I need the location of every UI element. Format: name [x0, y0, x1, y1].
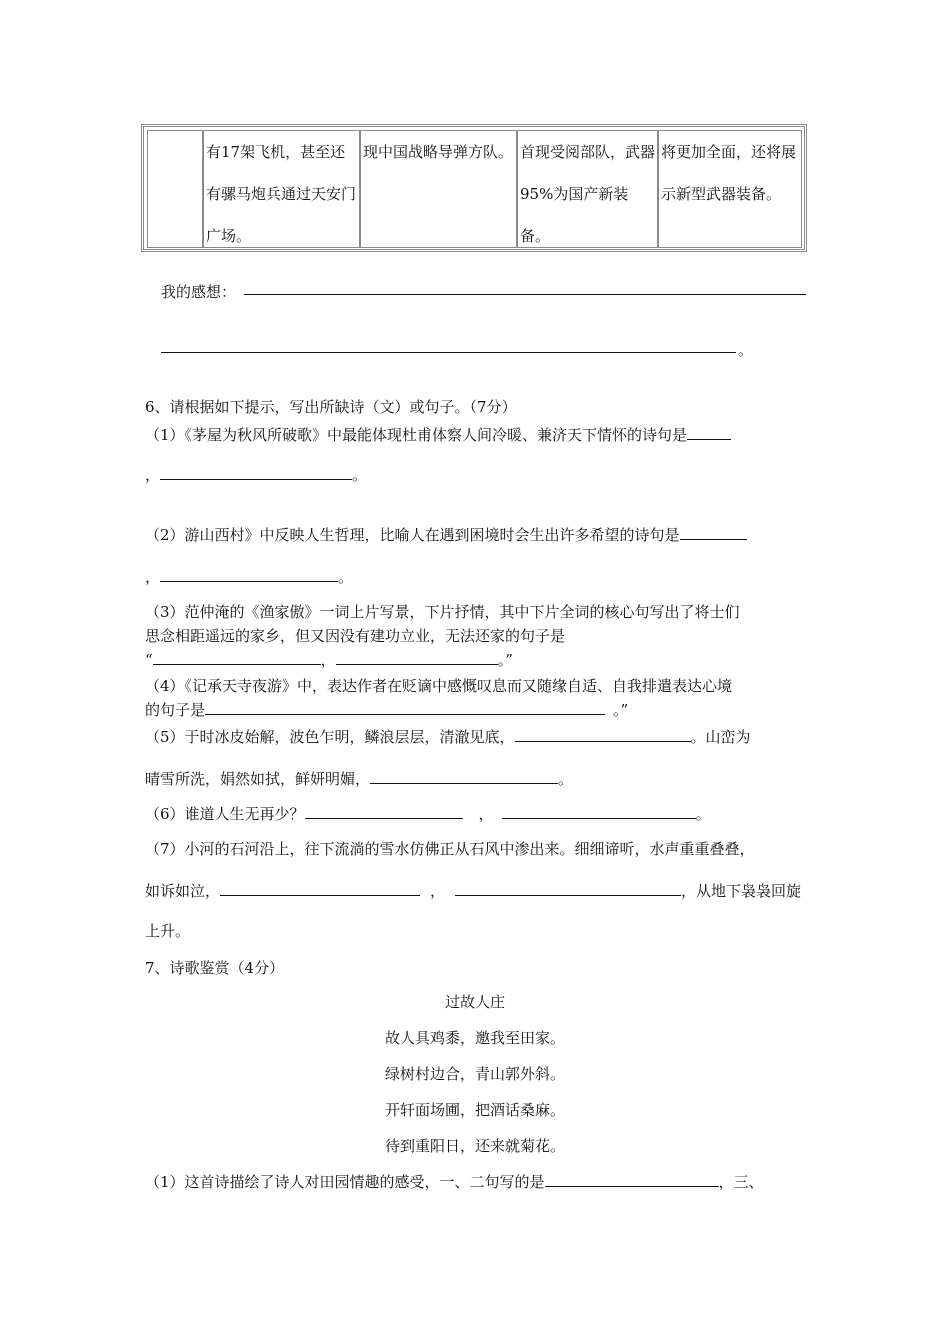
feeling-blank[interactable]	[161, 352, 736, 353]
question-text: （4）《记承天寺夜游》中，表达作者在贬谪中感慨叹息而又随缘自适、自我排遣表达心境	[145, 677, 733, 695]
question-text: 的句子是	[145, 701, 206, 719]
answer-blank[interactable]	[153, 649, 321, 665]
answer-blank[interactable]	[502, 803, 696, 819]
punctuation: “	[145, 651, 153, 669]
question-text	[145, 880, 801, 901]
punctuation: 。”	[497, 651, 513, 669]
punctuation: 。	[338, 568, 354, 586]
question-text: （1）这首诗描绘了诗人对田园情趣的感受，一、二句写的是	[145, 1173, 545, 1191]
question-text: （3）范仲淹的《渔家傲》一词上片写景，下片抒情，其中下片全词的核心句写出了将士们	[145, 603, 740, 621]
answer-blank[interactable]	[545, 1171, 719, 1187]
punctuation: 。	[352, 466, 368, 484]
punctuation: 。”	[613, 701, 629, 719]
question-title: 7、诗歌鉴赏（4分）	[145, 959, 285, 977]
poem-line: 故人具鸡黍，邀我至田家。	[384, 1029, 565, 1047]
question-text: 晴雪所洗，娟然如拭，鲜妍明媚，	[145, 770, 371, 788]
question-text	[145, 726, 751, 747]
question-text: 如诉如泣，	[145, 882, 221, 900]
question-text	[145, 768, 573, 789]
question-text	[145, 464, 367, 485]
question-text: ，三、	[718, 1173, 764, 1191]
table-cell: 首现受阅部队，武器95%为国产新装备。	[517, 130, 658, 248]
answer-blank[interactable]	[160, 566, 338, 582]
table-cell: 有17架飞机，甚至还有骡马炮兵通过天安门广场。	[203, 130, 360, 248]
question-text: 思念相距遥远的家乡，但又因没有建功立业，无法还家的句子是	[145, 627, 566, 645]
question-text	[145, 699, 628, 720]
question-text: （7）小河的石河沿上，往下流淌的雪水仿佛正从石风中渗出来。细细谛听，水声重重叠叠，	[145, 840, 755, 858]
feeling-blank[interactable]	[244, 294, 806, 295]
question-text: 。山峦为	[690, 728, 751, 746]
question-text	[145, 566, 353, 587]
answer-blank[interactable]	[305, 803, 463, 819]
answer-blank[interactable]	[370, 768, 558, 784]
punctuation: ，	[478, 805, 494, 823]
poem-title: 过故人庄	[444, 993, 505, 1011]
answer-blank[interactable]	[336, 649, 498, 665]
answer-blank[interactable]	[220, 880, 420, 896]
question-text: （5）于时冰皮始解，波色乍明，鳞浪层层，清澈见底，	[145, 728, 515, 746]
table-cell	[147, 130, 203, 248]
punctuation: ，	[145, 568, 161, 586]
question-text	[145, 803, 711, 824]
answer-blank[interactable]	[680, 524, 747, 540]
punctuation: 。	[558, 770, 574, 788]
table-cell: 现中国战略导弹方队。	[360, 130, 517, 248]
punctuation: ，	[145, 466, 161, 484]
answer-blank[interactable]	[205, 699, 605, 715]
question-text	[145, 1171, 764, 1192]
question-title: 6、请根据如下提示，写出所缺诗（文）或句子。（7分）	[145, 398, 517, 416]
punctuation: ，	[430, 882, 446, 900]
punctuation: 。	[695, 805, 711, 823]
feeling-label: 我的感想：	[161, 283, 237, 301]
punctuation: ，	[320, 651, 336, 669]
answer-blank[interactable]	[515, 726, 691, 742]
question-text: ，从地下袅袅回旋	[681, 882, 802, 900]
answer-blank[interactable]	[687, 424, 731, 440]
info-table	[141, 124, 807, 252]
table-cell: 将更加全面，还将展示新型武器装备。	[658, 130, 802, 248]
question-text	[145, 424, 731, 445]
question-text: （2）游山西村》中反映人生哲理，比喻人在遇到困境时会生出许多希望的诗句是	[145, 526, 680, 544]
question-text: （1）《茅屋为秋风所破歌》中最能体现杜甫体察人间冷暖、兼济天下情怀的诗句是	[145, 426, 688, 444]
question-text: （6）谁道人生无再少？	[145, 805, 305, 823]
answer-blank[interactable]	[455, 880, 681, 896]
poem-line: 开轩面场圃，把酒话桑麻。	[384, 1101, 565, 1119]
poem-line: 绿树村边合，青山郭外斜。	[384, 1065, 565, 1083]
question-text: 上升。	[145, 922, 191, 940]
question-text	[145, 649, 513, 670]
question-text	[145, 524, 747, 545]
poem-line: 待到重阳日，还来就菊花。	[384, 1137, 565, 1155]
answer-blank[interactable]	[160, 464, 352, 480]
punctuation: 。	[738, 341, 754, 359]
